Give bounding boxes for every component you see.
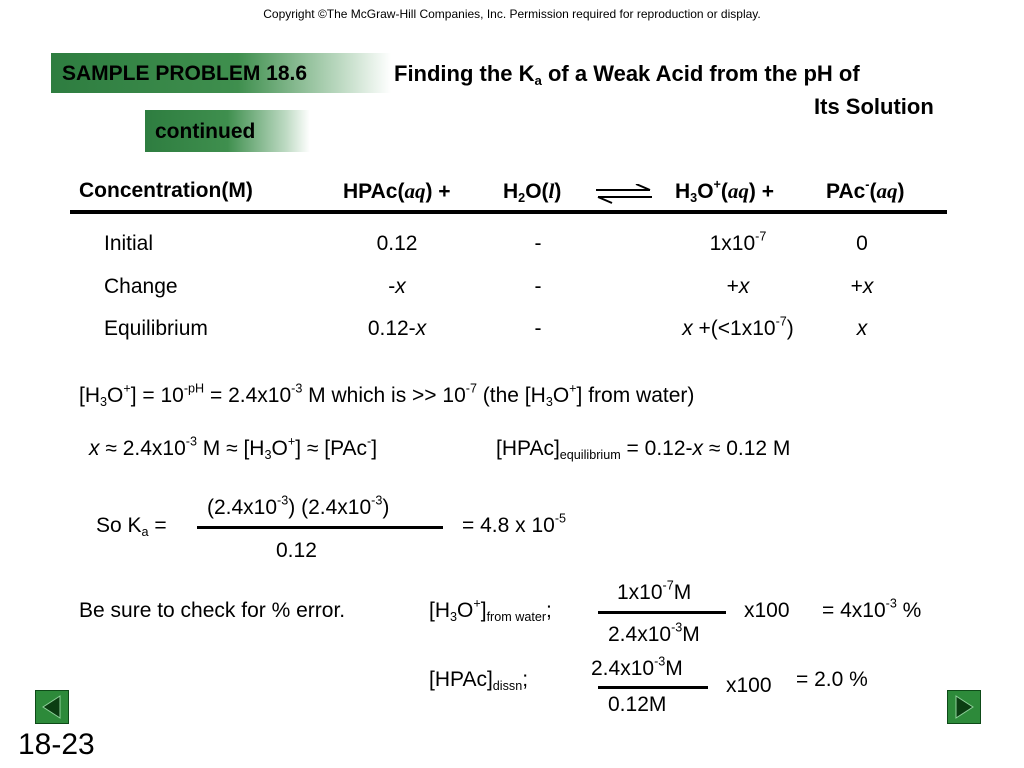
problem-title-line2: Its Solution [814, 94, 934, 119]
equilibrium-pac: x [856, 317, 868, 340]
previous-slide-button[interactable] [35, 690, 69, 724]
header-rule [70, 210, 947, 214]
equilibrium-arrows-icon [592, 184, 656, 204]
error2-denominator: 0.12M [608, 693, 667, 716]
error1-denominator: $2.4x10^{-3}M$ [608, 620, 700, 646]
initial-h3o: $1x10^{-7}$ [709, 229, 767, 255]
initial-pac: 0 [856, 232, 868, 255]
ka-result: = 4.8 x $10^{-5}$ [462, 511, 567, 537]
previous-arrow-icon [36, 691, 68, 723]
ka-denominator: 0.12 [276, 539, 317, 562]
ka-numerator: $(2.4x10^{-3})$ $(2.4x10^{-3})$ [207, 493, 390, 519]
equilibrium-h3o: $x +(<1x10^{-7})$ [682, 314, 794, 340]
error2-fraction-bar [598, 686, 708, 689]
error2-numerator: $2.4x10^{-3}M$ [591, 654, 683, 680]
continued-label: continued [155, 120, 256, 143]
hpac-equilibrium-line: $[HPAc]_{equilibrium} = 0.12-x \approx 0.12$ M [496, 437, 791, 462]
change-hpac: -x [388, 275, 406, 298]
next-slide-button[interactable] [947, 690, 981, 724]
header-h3o: $H_3O^+(aq)$ + [675, 177, 774, 205]
error2-x100: x100 [726, 674, 772, 697]
error1-x100: x100 [744, 599, 790, 622]
h3o-calculation-line: $[H_3O^+] = 10^{-pH} = 2.4x10^{-3}$ M which is >> $10^{-7}$ (the $[H_3O^+]$ from water) [79, 381, 695, 409]
row-label-initial: Initial [104, 232, 154, 255]
header-hpac: HPAc(aq) + [343, 179, 451, 203]
check-error-text: Be sure to check for % error. [79, 599, 346, 622]
header-h2o: $H_2O(l)$ [503, 179, 562, 205]
next-arrow-icon [948, 691, 980, 723]
equilibrium-hpac: 0.12-x [367, 317, 427, 340]
header-pac: PAc-(aq) [826, 177, 905, 203]
equilibrium-h2o: - [534, 317, 542, 340]
row-label-change: Change [104, 275, 178, 298]
change-h2o: - [534, 275, 542, 298]
error1-result: = $4x10^{-3}$ % [822, 596, 922, 622]
h3o-from-water-label: $[H_3O^+]_{from water}$; [429, 596, 552, 624]
change-pac: +x [850, 275, 874, 298]
row-label-equilibrium: Equilibrium [104, 317, 208, 340]
error1-numerator: $1x10^{-7}M$ [617, 578, 692, 604]
error2-result: = 2.0 % [796, 668, 868, 691]
sample-problem-label: SAMPLE PROBLEM 18.6 [62, 62, 308, 85]
ka-fraction-bar [197, 526, 443, 529]
ka-label: So $K_a$ = [96, 514, 167, 539]
initial-h2o: - [534, 232, 542, 255]
x-approximation-line: $x \approx 2.4x10^{-3}$ $M \approx [H_3O^+] \approx [PAc^-]$ [89, 434, 378, 462]
hpac-dissn-label: $[HPAc]_{dissn}$; [429, 668, 529, 693]
change-h3o: +x [726, 275, 750, 298]
header-concentration: Concentration(M) [79, 179, 253, 202]
problem-title: Finding the $K_a$ of a Weak Acid from the pH of [394, 61, 860, 88]
slide-number: 18-23 [18, 728, 95, 761]
copyright-notice: Copyright ©The McGraw-Hill Companies, Inc. Permission required for reproduction or display. [263, 7, 761, 21]
initial-hpac: 0.12 [376, 232, 418, 255]
error1-fraction-bar [598, 611, 726, 614]
